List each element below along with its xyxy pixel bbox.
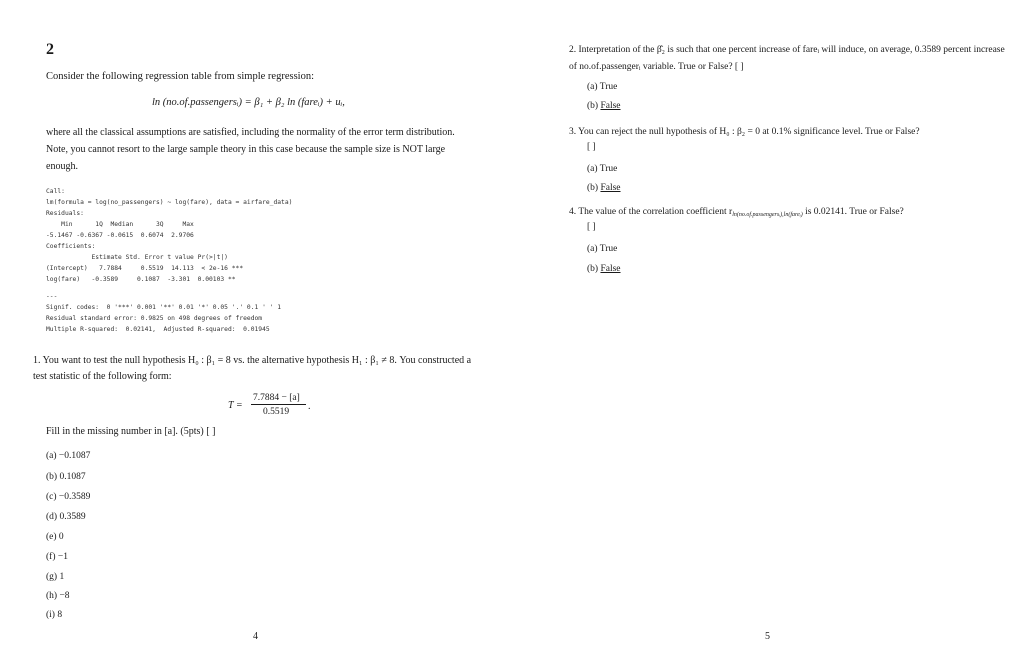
answer-option[interactable]: (b) 0.1087 (46, 472, 86, 482)
q2-option-true[interactable]: (a) True (587, 82, 618, 92)
regression-equation: ln (no.of.passengersᵢ) = β₁ + β₂ ln (fareᵢ) + uᵢ, (152, 97, 345, 108)
r-output-line: -5.1467 -0.6367 -0.0615 0.6074 2.9706 (46, 232, 194, 239)
answer-option[interactable]: (a) −0.1087 (46, 451, 91, 461)
section-number: 2 (46, 41, 54, 58)
intro-text: Consider the following regression table from simple regression: (46, 71, 314, 82)
r-output-line: Signif. codes: 0 '***' 0.001 '**' 0.01 '*' 0.05 '.' 0.1 ' ' 1 (46, 304, 282, 311)
right-page (512, 0, 1024, 652)
r-output-line: lm(formula = log(no_passengers) ~ log(fare), data = airfare_data) (46, 199, 293, 206)
question-3-text: 3. You can reject the null hypothesis of H₀ : β₂ = 0 at 0.1% significance level. True or False? (569, 127, 920, 137)
fraction-lhs: T = (228, 400, 243, 411)
q4-option-false[interactable] (587, 264, 621, 274)
q3-option-false[interactable] (587, 183, 621, 193)
answer-option[interactable]: (d) 0.3589 (46, 512, 86, 522)
question-2-text: 2. Interpretation of the β̂₂ is such that one percent increase of fareᵢ will induce, on average, 0.3589 percent increase of no.of.passengerᵢ variable. True or False? [ ] (569, 45, 1005, 72)
answer-option[interactable]: (f) −1 (46, 552, 68, 562)
fraction-bar (251, 404, 306, 405)
answer-option[interactable]: (i) 8 (46, 610, 63, 620)
q4-option-true[interactable]: (a) True (587, 244, 618, 254)
question-4-text (569, 204, 1009, 224)
option-label: (b) (587, 264, 601, 274)
answer-option[interactable]: (e) 0 (46, 532, 64, 542)
option-text: False (600, 101, 621, 111)
page-number: 5 (765, 631, 770, 642)
option-label: (b) (587, 101, 601, 111)
assumptions-paragraph: where all the classical assumptions are satisfied, including the normality of the error term distribution. Note, you cannot resort to the large sample theory in this case because the sample size is NOT large enough. (46, 127, 455, 172)
answer-option[interactable]: (c) −0.3589 (46, 492, 91, 502)
q4-text-start: 4. The value of the correlation coefficient r (569, 207, 733, 217)
q4-subscript: ln(no.of.passengersᵢ),ln(fareᵢ) (732, 212, 803, 218)
option-text: False (600, 183, 621, 193)
r-output-line: Call: (46, 188, 65, 195)
question-1-text: 1. You want to test the null hypothesis H₀ : β₁ = 8 vs. the alternative hypothesis H₁ : β₁ ≠ 8. You constructed a test statistic of the following form: (33, 355, 472, 382)
r-output-line: Coefficients: (46, 243, 96, 250)
answer-option[interactable]: (g) 1 (46, 572, 65, 582)
option-label: (b) (587, 183, 601, 193)
fraction-denominator: 0.5519 (263, 407, 290, 417)
fraction-numerator: 7.7884 − [a] (253, 393, 300, 403)
r-output-line: log(fare) -0.3589 0.1087 -3.301 0.00103 ** (46, 276, 236, 283)
r-output-line: --- (46, 293, 58, 300)
option-text: False (600, 264, 621, 274)
r-output-line: Multiple R-squared: 0.02141, Adjusted R-squared: 0.01945 (46, 326, 270, 333)
r-output-line: (Intercept) 7.7884 0.5519 14.113 < 2e-16 *** (46, 265, 244, 272)
r-output-line: Estimate Std. Error t value Pr(>|t|) (46, 254, 228, 261)
fraction-period: . (308, 401, 311, 412)
q3-option-true[interactable]: (a) True (587, 164, 618, 174)
r-output-line: Residual standard error: 0.9825 on 498 degrees of freedom (46, 315, 263, 322)
q3-answer-bracket[interactable]: [ ] (587, 142, 596, 152)
q4-answer-bracket[interactable]: [ ] (587, 222, 596, 232)
fill-in-prompt: Fill in the missing number in [a]. (5pts) [ ] (46, 426, 216, 437)
q2-option-false[interactable] (587, 101, 621, 111)
r-output-line: Min 1Q Median 3Q Max (46, 221, 194, 228)
page-number: 4 (253, 631, 258, 642)
q4-text-end: is 0.02141. True or False? (802, 207, 904, 217)
r-output-line: Residuals: (46, 210, 84, 217)
answer-option[interactable]: (h) −8 (46, 591, 70, 601)
